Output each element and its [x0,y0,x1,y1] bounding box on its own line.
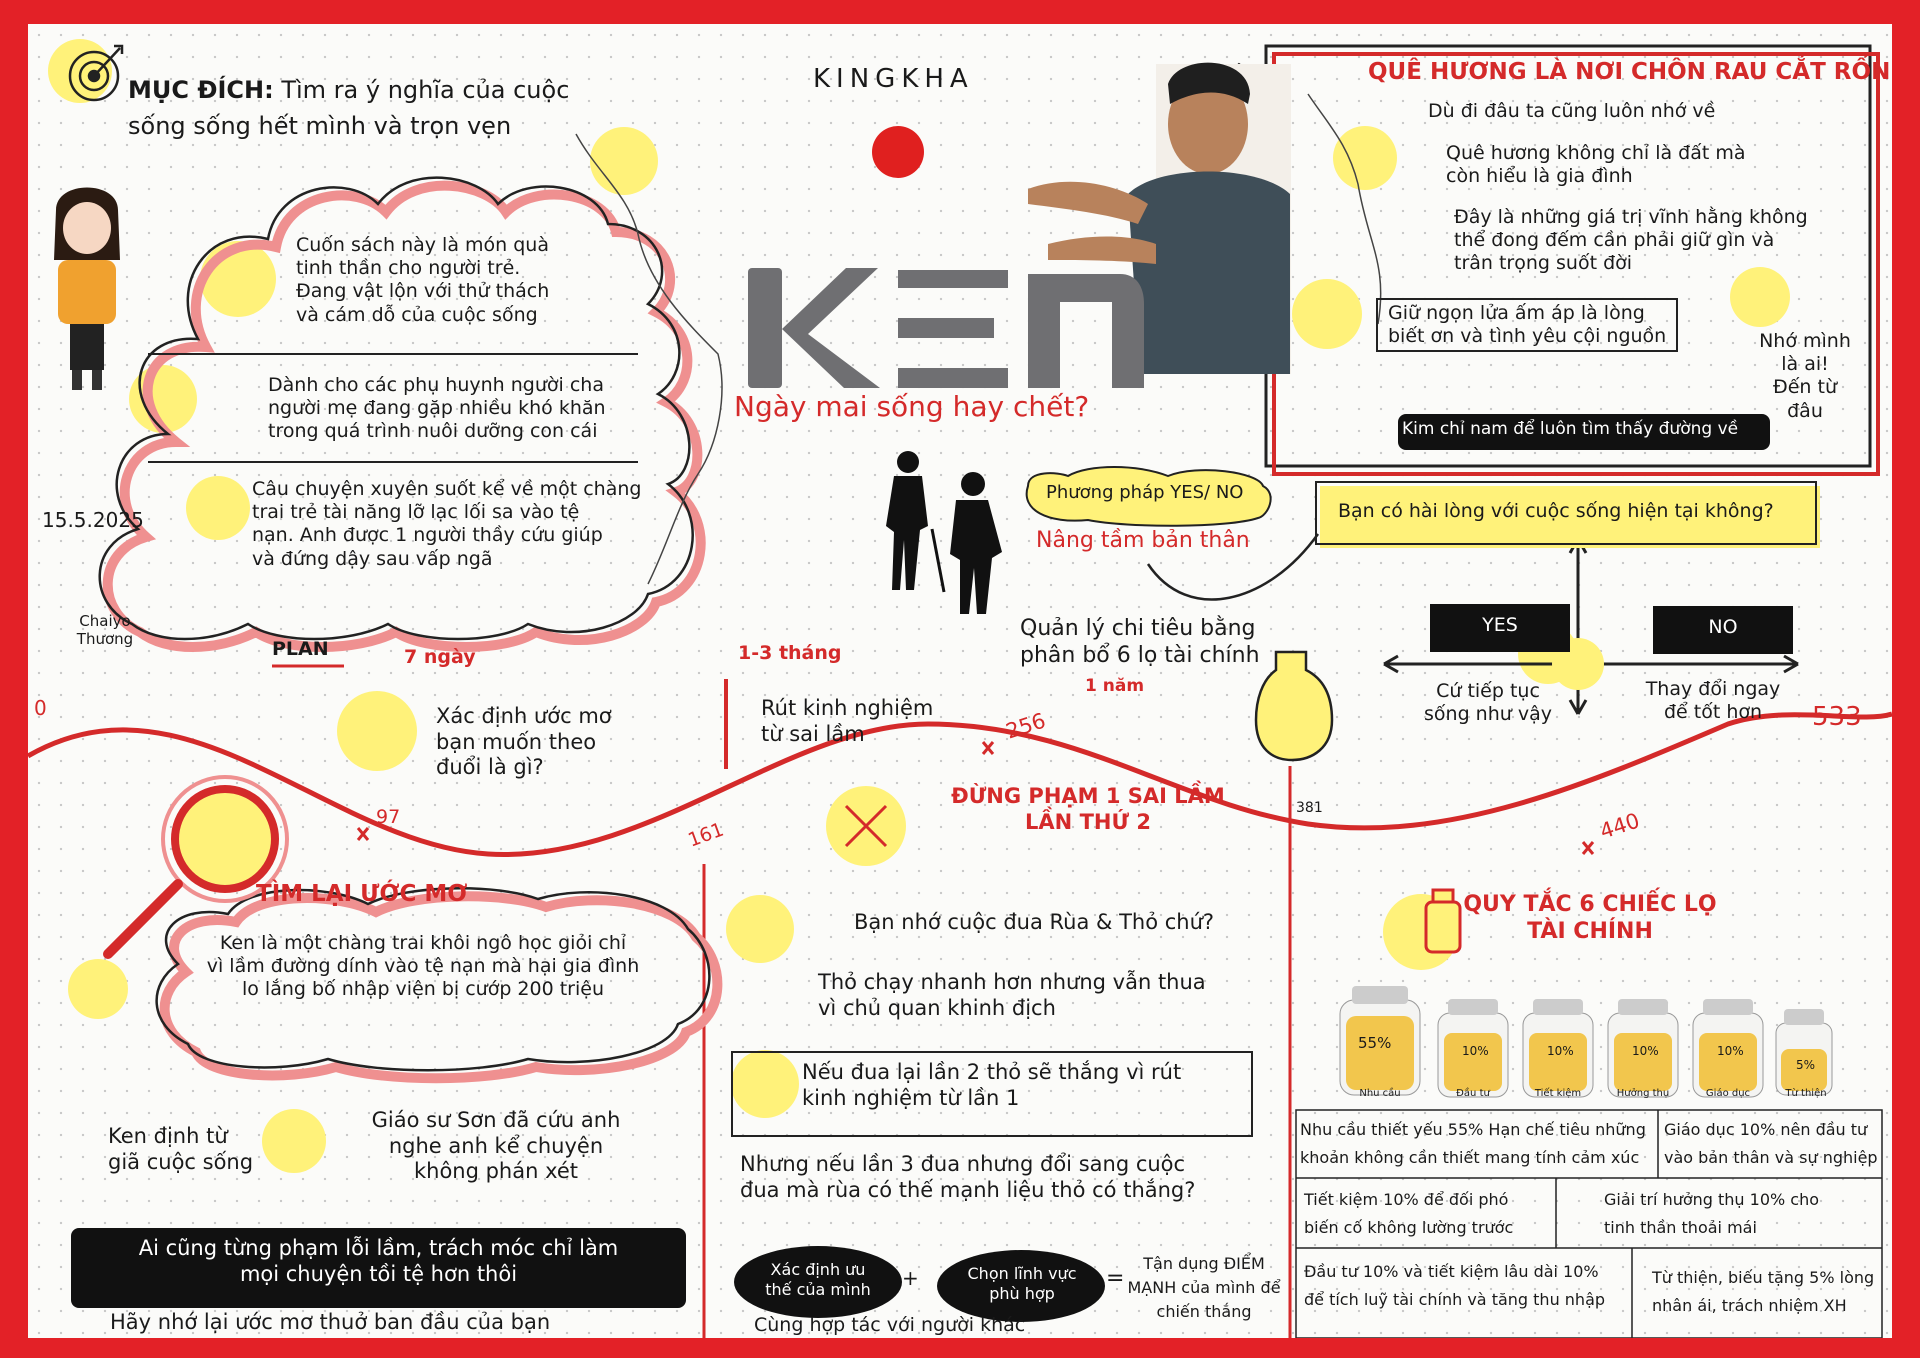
mistake-oval-1 [740,1260,896,1299]
timeline-7-days: 7 ngày [404,646,476,668]
mistake-rematch [802,1060,1181,1111]
jars-title [1440,892,1740,946]
note-story [252,478,641,571]
hometown-family-1: Quê hương không chỉ là đất mà [1446,142,1746,164]
cell-invest [1304,1258,1605,1314]
dream-quit [108,1124,253,1175]
mark-381: 381 [1296,800,1323,816]
jar-name-4: Hưởng thụ [1616,1088,1670,1099]
jars-title-1: QUY TẮC 6 CHIẾC LỌ [1463,892,1717,917]
cell-edu-2: vào bản thân và sự nghiệp [1664,1148,1878,1167]
oval1-1: Xác định ưu [770,1260,866,1279]
jar-name-5: Giáo dục [1705,1088,1751,1099]
hometown-values-3: trân trọng suốt đời [1454,252,1633,275]
mistake-third [740,1152,1195,1203]
mistake-rabbit-1: Thỏ chạy nhanh hơn nhưng vẫn thua [818,970,1206,994]
yes-text [1403,680,1573,726]
cell-invest-1: Đầu tư 10% và tiết kiệm lâu dài 10% [1304,1262,1599,1281]
plan-label: PLAN [272,638,329,660]
signature-line-2: Thương [76,630,134,649]
hometown-values-2: thể đong đếm cần phải giữ gìn và [1454,229,1775,252]
mistake-rabbit-2: vì chủ quan khinh địch [818,995,1056,1020]
sketchnote-sheet [28,24,1892,1338]
yes-line-1: Cứ tiếp tục [1436,680,1540,702]
dream-bubble-3: lo lắng bố nhập viện bị cướp 200 triệu [241,978,605,1001]
no-line-1: Thay đổi ngay [1645,678,1781,700]
cell-save [1304,1186,1513,1242]
task2-1: Rút kinh nghiệm [761,696,934,720]
hometown-fire-2: biết ơn và tình yêu cội nguồn [1388,325,1667,348]
remember-1: Nhớ mình [1759,330,1851,352]
remember-2: là ai! [1781,353,1829,376]
cell-needs-2: khoản không cần thiết mang tính cảm xúc [1300,1148,1640,1167]
hometown-title: QUÊ HƯƠNG LÀ NƠI CHÔN RAU CẮT RỐN [1368,59,1891,85]
oval2-1: Chọn lĩnh vực [967,1264,1077,1283]
result-3: chiến thắng [1156,1302,1252,1321]
result-2: MẠNH của mình để [1127,1278,1281,1297]
dream-title: TÌM LẠI ƯỚC MƠ [256,881,468,907]
dream-quit-1: Ken định từ [108,1124,228,1148]
result-1: Tận dụng ĐIỂM [1143,1254,1265,1273]
jar-pct-6: 5% [1796,1058,1816,1072]
cell-fun-2: tinh thần thoải mái [1604,1218,1757,1237]
yes-label: YES [1482,614,1518,636]
question: Bạn có hài lòng với cuộc sống hiện tại không? [1338,500,1774,522]
remember-3: Đến từ [1773,376,1837,399]
signature-line-1: Chaiyo [79,612,131,630]
mistake-coop: Cùng hợp tác với người khác [754,1314,1026,1336]
note-gift-1: Cuốn sách này là món quà [296,234,549,256]
author-name: KINGKHA [813,64,974,94]
mistake-result [1124,1252,1284,1324]
no-text [1628,678,1798,724]
finance-plan-2: phân bổ 6 lọ tài chính [1020,642,1260,668]
oval1-2: thế của mình [765,1279,871,1299]
mark-0: 0 [34,696,47,720]
timeline-1-3-months: 1-3 tháng [738,642,842,664]
cell-edu-1: Giáo dục 10% nên đầu tư [1664,1120,1868,1139]
cell-needs [1300,1116,1646,1172]
mark-256: 256 [1003,708,1049,744]
cell-charity-1: Từ thiện, biếu tặng 5% lòng [1652,1268,1875,1287]
dream-black-box [71,1236,686,1287]
finance-plan-1: Quản lý chi tiêu bằng [1020,616,1256,641]
jar-pct-1: 55% [1358,1034,1392,1052]
jars-title-2: TÀI CHÍNH [1527,918,1653,944]
hometown-values-1: Đây là những giá trị vĩnh hằng không [1454,206,1808,228]
note-story-4: và đứng dậy sau vấp ngã [252,547,493,570]
hometown-values [1454,206,1808,276]
dream-bubble-1: Ken là một chàng trai khôi ngô học giỏi chỉ [219,932,627,954]
dream-quit-2: giã cuộc sống [108,1149,254,1174]
dream-bubble-2: vì lầm đường dính vào tệ nạn mà hại gia đình [206,955,640,978]
mistake-race: Bạn nhớ cuộc đua Rùa & Thỏ chứ? [854,910,1215,934]
cell-fun-1: Giải trí hưởng thụ 10% cho [1604,1190,1820,1209]
dream-black-box-1: Ai cũng từng phạm lỗi lầm, trách móc chỉ làm [138,1236,619,1260]
note-gift-4: và cám dỗ của cuộc sống [296,303,538,326]
signature [70,612,140,649]
cell-fun [1604,1186,1819,1242]
date: 15.5.2025 [42,508,144,532]
finance-plan [1020,616,1260,670]
note-gift [296,234,549,327]
subtitle: Ngày mai sống hay chết? [734,390,1090,423]
timeline-task-1 [436,704,612,781]
task1-3: đuổi là gì? [436,755,544,780]
mistake-title [908,784,1268,835]
mistake-oval-2 [944,1264,1100,1303]
mistake-rematch-1: Nếu đua lại lần 2 thỏ sẽ thắng vì rút [802,1060,1182,1084]
purpose [128,76,569,105]
mistake-title-1: ĐỪNG PHẠM 1 SAI LẦM [951,784,1225,808]
jar-pct-5: 10% [1717,1044,1744,1058]
cell-save-1: Tiết kiệm 10% để đối phó [1304,1190,1509,1209]
cell-save-2: biến cố không lường trước [1304,1218,1514,1237]
no-line-2: để tốt hơn [1663,701,1763,724]
purpose-text-2: sống sống hết mình và trọn vẹn [128,112,512,140]
jar-pct-3: 10% [1547,1044,1574,1058]
cell-invest-2: để tích luỹ tài chính và tăng thu nhập [1304,1290,1606,1309]
jar-name-3: Tiết kiệm [1534,1088,1582,1099]
hometown-remember [1750,330,1860,423]
hometown-family-2: còn hiểu là gia đình [1446,165,1633,188]
task1-2: bạn muốn theo [436,729,597,754]
hometown-fire-1: Giữ ngọn lửa ấm áp là lòng [1388,302,1645,324]
mark-161: 161 [685,818,727,852]
method-sub: Nâng tầm bản thân [1036,528,1250,553]
note-story-3: nạn. Anh được 1 người thầy cứu giúp [252,524,603,547]
oval2-2: phù hợp [989,1283,1055,1303]
yes-line-2: sống như vậy [1424,703,1552,726]
hometown-line0: Dù đi đâu ta cũng luôn nhớ về [1428,100,1716,122]
mark-440: 440 [1597,808,1643,844]
note-gift-2: tinh thần cho người trẻ. [296,257,521,280]
cell-charity [1652,1264,1874,1320]
note-parents-3: trong quá trình nuôi dưỡng con cái [268,420,598,443]
note-parents-1: Dành cho các phụ huynh người cha [268,374,604,396]
remember-4: đâu [1787,399,1823,422]
dream-black-box-2: mọi chuyện tồi tệ hơn thôi [239,1261,518,1286]
mistake-equals: = [1106,1266,1125,1291]
cell-edu [1664,1116,1878,1172]
jar-name-1: Nhu cầu [1359,1088,1401,1099]
hometown-family [1446,142,1746,188]
note-parents-2: người mẹ đang gặp nhiều khó khăn [268,397,606,420]
timeline-task-2 [761,696,933,747]
hometown-fire [1376,298,1678,352]
hometown-compass: Kim chỉ nam để luôn tìm thấy đường về [1402,419,1739,439]
dream-professor-3: không phán xét [413,1159,579,1184]
jar-name-6: Từ thiện [1785,1088,1827,1099]
note-story-1: Câu chuyện xuyên suốt kể về một chàng [252,478,642,500]
dream-bubble [163,932,683,1002]
jar-pct-2: 10% [1462,1044,1489,1058]
dream-professor [346,1108,646,1185]
mistake-third-2: đua mà rùa có thế mạnh liệu thỏ có thắng? [740,1177,1196,1202]
mark-533: 533 [1812,702,1862,732]
jar-pct-4: 10% [1632,1044,1659,1058]
note-gift-3: Đang vật lộn với thử thách [296,280,550,303]
timeline-1-year: 1 năm [1085,676,1145,696]
task2-2: từ sai lầm [761,721,865,746]
mark-97: 97 [376,806,401,828]
purpose-label: MỤC ĐÍCH: [128,76,274,104]
no-label: NO [1708,616,1738,638]
mistake-rabbit [818,970,1206,1021]
task1-1: Xác định ước mơ [436,704,612,728]
note-story-2: trai trẻ tài năng lỡ lạc lối sa vào tệ [252,501,580,524]
mistake-third-1: Nhưng nếu lần 3 đua nhưng đổi sang cuộc [740,1152,1186,1176]
mistake-rematch-2: kinh nghiệm từ lần 1 [802,1085,1020,1110]
mistake-title-2: LẦN THỨ 2 [1025,809,1151,834]
purpose-text-1: Tìm ra ý nghĩa của cuộc [281,76,570,104]
cell-charity-2: nhân ái, trách nhiệm XH [1652,1296,1847,1315]
note-parents [268,374,606,444]
cell-needs-1: Nhu cầu thiết yếu 55% Hạn chế tiêu những [1300,1120,1646,1139]
mistake-plus: + [902,1266,919,1290]
dream-professor-1: Giáo sư Sơn đã cứu anh [371,1108,621,1132]
dream-footer: Hãy nhớ lại ước mơ thuở ban đầu của bạn [110,1310,551,1334]
dream-professor-2: nghe anh kể chuyện [388,1133,604,1158]
method-label: Phương pháp YES/ NO [1046,482,1244,503]
jar-name-2: Đầu tư [1456,1088,1490,1099]
